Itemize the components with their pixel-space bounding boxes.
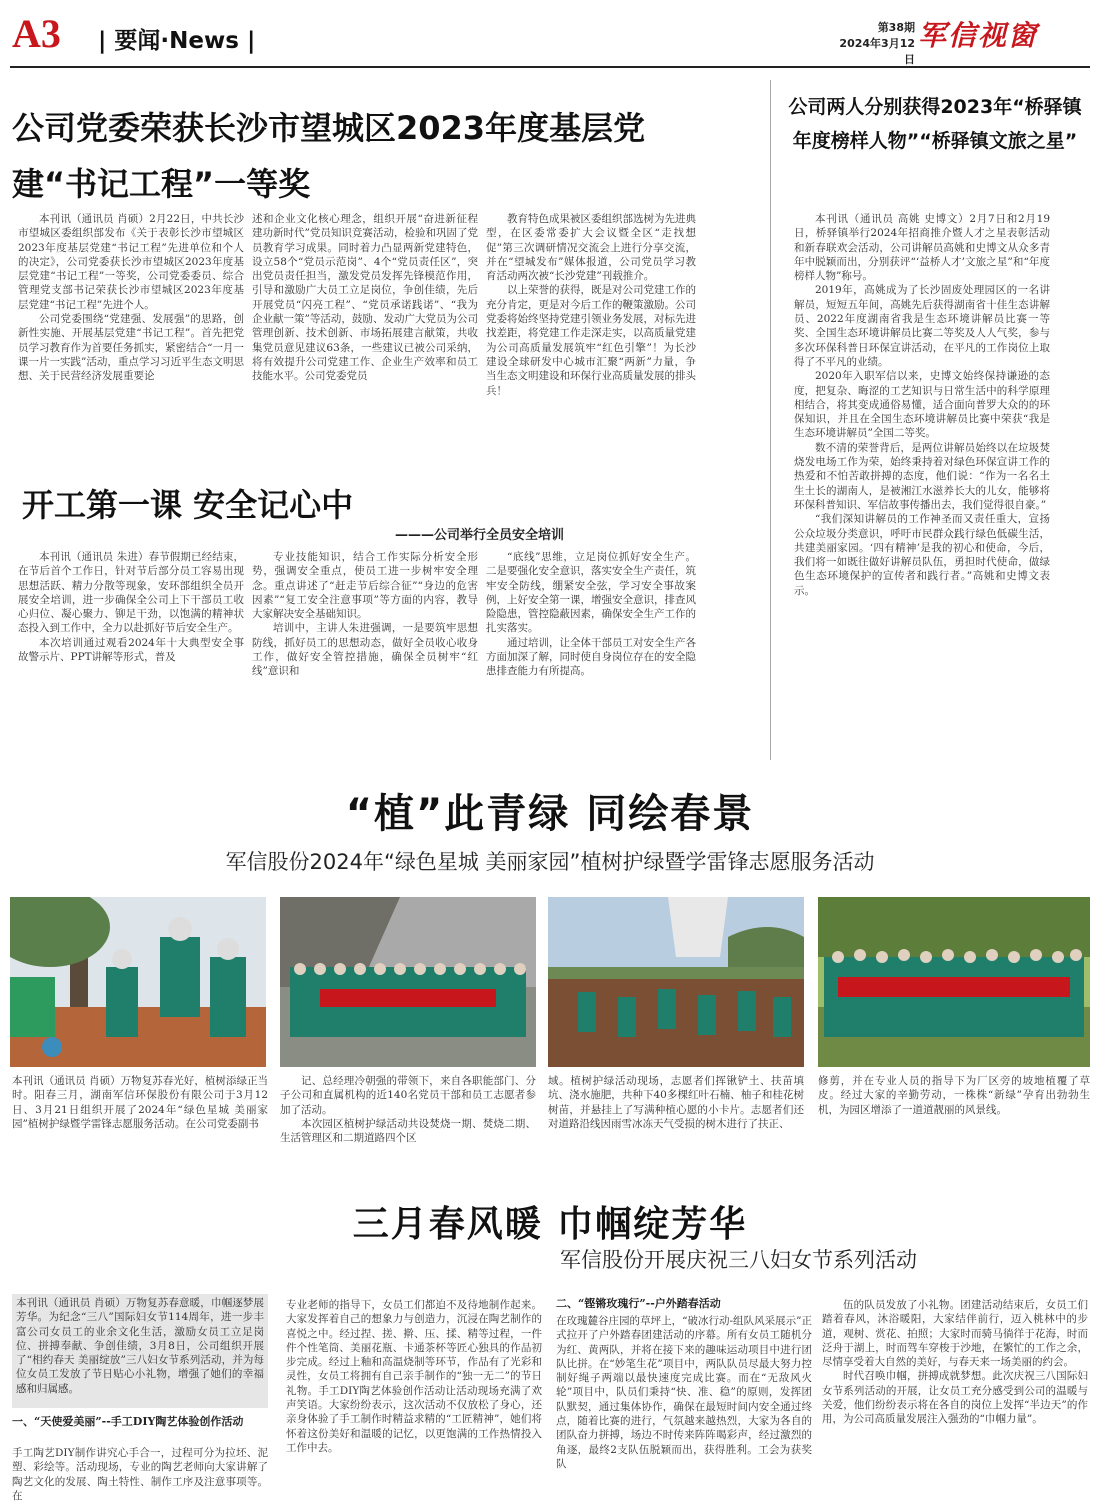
- article4-col1: 本刊讯（通讯员 肖硕）万物复苏春光好，植树添绿正当时。阳春三月，湖南军信环保股份有限公司于3月12日、3月21日组织开展了2024年“绿色星城 美丽家园”植树护绿暨学雷锋志愿服务活动。在公司党委副书: [12, 1075, 268, 1130]
- article5-col2: 专业老师的指导下，女员工们都迫不及待地制作起来。大家发挥着自己的想象力与创造力，沉浸在陶艺制作的喜悦之中。经过捏、搓、擀、压、揉、精等过程，一件件个性笔筒、美丽花瓶、卡通茶杯等匠心独具的作品初步完成。经过上釉和高温烧制等环节，作品有了光彩和灵性，女员工将拥有自己亲手制作的“独一无二”的节日礼物。手工DIY陶艺体验创作活动让活动现场充满了欢声笑语。大家纷纷表示，这次活动不仅放松了身心，还亲身体验了手工制作时精益求精的“工匠精神”，她们将怀着这份美好和温暖的记忆，以更饱满的工作热情投入工作中去。: [286, 1299, 542, 1454]
- article2-body: 本刊讯（通讯员 高姚 史博文）2月7日和2月19日，桥驿镇举行2024年招商推介暨人才之星表彰活动和新春联欢会活动，公司讲解员高姚和史博文从众多青年中脱颖而出，分别获评“‘益桥人才’文旅之星”和“年度榜样人物”称号。 2019年，高姚成为了长沙固废处理园区的一名讲解员，短短五年间，高姚先后获得湖南省十佳生态讲解员、2022年度湖南省我是生态环境讲解员比赛一等奖、全国生态环境讲解员比赛二等奖及人人气奖，参与多次环保科普日环保宣讲活动，在平凡的工作岗位上取得了不平凡的业绩。 2020年入职军信以来，史博文始终保持谦逊的态度，把复杂、晦涩的工艺知识与日常生活中的科学原理相结合，将其变成通俗易懂，适合面向普罗大众的的环保知识，并且在全国生态环境讲解员比赛中荣获“我是生态环境讲解员”全国二等奖。 数不清的荣誉背后，是两位讲解员始终以在垃圾焚烧发电场工作为荣，始终秉持着对绿色环保宣讲工作的热爱和不怕苦敢拼搏的态度，他们说：“作为一名名土生土长的湖南人，是被湘江水滋养长大的儿女，能够将环保科普知识、军信故事传播出去，我们觉得很自豪。” “我们深知讲解员的工作神圣而又责任重大，宣扬公众垃圾分类意识，呼吁市民群众践行绿色低碳生活，共建美丽家园。‘四有精神’是我的初心和使命，今后，我们将一如既往做好讲解员队伍，勇担时代使命，做绿色生态环境保护的宣传者和践行者。”高姚和史博文表示。: [794, 213, 1050, 597]
- article5-sub2: 二、“铿锵玫瑰行”--户外踏春活动: [556, 1297, 721, 1310]
- article4-subtitle: 军信股份2024年“绿色星城 美丽家园”植树护绿暨学雷锋志愿服务活动: [225, 850, 875, 874]
- article5-title: 三月春风暖 巾帼绽芳华: [352, 1204, 748, 1245]
- article5-col4: 伍的队员发放了小礼物。团建活动结束后，女员工们踏着春风，沐浴暖阳，大家结伴前行，迈入桃林中的步道，观树、赏花、拍照；大家时而骑马徜徉于花海，时而泛舟于湖上，时而驾车穿梭于沙地，在繁忙的工作之余，尽情享受着大自然的美好，与春天来一场美丽的约会。 时代召唤巾帼，拼搏成就梦想。此次庆祝三八国际妇女节系列活动的开展，让女员工充分感受到公司的温暖与关爱，他们纷纷表示将在各自的岗位上发挥“半边天”的作用，为公司高质量发展注入强劲的“巾帼力量”。: [822, 1299, 1088, 1426]
- group-banner-photo-2: [818, 897, 1090, 1067]
- article1-col2: 述和企业文化核心理念，组织开展“奋进新征程 建功新时代”党员知识竞赛活动，检验和巩固了党员教育学习成果。同时着力凸显两新党建特色，设立58个“党员示范岗”、4个“党员责任区”，突出党员责任担当，激发党员发挥先锋模范作用，引导和激励广大员工立足岗位，争创佳绩，先后开展党员“闪亮工程”、“党员承诺践诺”、“我为企业献一策”等活动，鼓励、发动广大党员为公司管理创新、技术创新、市场拓展建言献策，共收集党员意见建议63条，一些建议已被公司采纳，将有效提升公司党建工作、企业生产效率和员工技能水平。公司党委党员: [252, 213, 478, 383]
- article2-title: 公司两人分别获得2023年“桥驿镇年度榜样人物”“桥驿镇文旅之星”: [788, 96, 1082, 152]
- brand-logo: 军信视窗: [918, 19, 1039, 52]
- article3-col1: 本刊讯（通讯员 朱进）春节假期已经结束，在节后首个工作日，针对节后部分员工容易出现思想活跃、精力分散等现象，安环部组织全员开展安全培训，进一步确保全公司上下干部员工收心归位、凝心聚力、铆足干劲，以饱满的精神状态投入到工作中，全力以赴抓好节后安全生产。 本次培训通过观看2024年十大典型安全事故警示片、PPT讲解等形式，普及: [18, 551, 244, 664]
- article3-subtitle: ———公司举行全员安全培训: [395, 528, 565, 543]
- article5-col3: 在玫瑰麓谷庄园的草坪上，“破冰行动-组队风采展示”正式拉开了户外踏春团建活动的序幕。所有女员工随机分为红、黄两队，并将在接下来的趣味运动项目中进行团队比拼。在“妙笔生花”项目中，两队队员尽最大努力控制好绳子两端以最快速度完成比赛。而在“无敌风火轮”项目中，队员们秉持“快、准、稳”的原则，发挥团队默契，通过集体协作，确保在最短时间内安全通过终点，随着比赛的进行，气氛越来越热烈，大家为各自的团队奋力拼搏，场边不时传来阵阵喝彩声，经过激烈的角逐，最终2支队伍脱颖而出，获得胜利。工会为获奖队: [556, 1315, 812, 1470]
- page-number: A3: [12, 11, 61, 56]
- section-label: | 要闻·News |: [98, 28, 256, 54]
- article5-sub1: 一、“天使爱美丽”--手工DIY陶艺体验创作活动: [12, 1415, 244, 1428]
- article4-col4: 修剪，并在专业人员的指导下为厂区旁的坡地植覆了草皮。经过大家的辛勤劳动，一株株“新绿”孕育出勃勃生机，为园区增添了一道道靓丽的风景线。: [818, 1075, 1090, 1116]
- issue-info: [835, 20, 915, 68]
- article3-title: 开工第一课 安全记心中: [22, 486, 354, 524]
- masthead-rule: [10, 66, 1090, 68]
- article1-title: 公司党委荣获长沙市望城区2023年度基层党建“书记工程”一等奖: [12, 109, 646, 203]
- article5-lead: 本刊讯（通讯员 肖硕）万物复苏春意暖，巾帼逐梦展芳华。为纪念“三八”国际妇女节114周年，进一步丰富公司女员工的业余文化生活，激励女员工立足岗位、拼搏奉献、争创佳绩，3月8日，公司组织开展了“相约春天 美丽绽放”三八妇女节系列活动，并为每位女员工发放了节日贴心小礼物，增强了她们的幸福感和归属感。: [12, 1294, 268, 1408]
- cooling-tower-photo: [548, 897, 804, 1067]
- article5-col1: 手工陶艺DIY制作讲究心手合一，过程可分为拉坯、泥塑、彩绘等。活动现场，专业的陶艺老师向大家讲解了陶艺文化的发展、陶土特性、制作工序及注意事项等。在: [12, 1447, 268, 1502]
- article5-subtitle: 军信股份开展庆祝三八妇女节系列活动: [560, 1248, 917, 1272]
- article4-col3: 域。植树护绿活动现场，志愿者们挥锹铲土、扶苗填坑、浇水施肥，共种下40多棵红叶石楠、柚子和桂花树树苗，并悬挂上了写满种植心愿的小卡片。志愿者们还对道路沿线因雨雪冰冻天气受损的树木进行了扶正、: [548, 1075, 804, 1130]
- article1-col3: 教育特色成果被区委组织部选树为先进典型，在区委常委扩大会议暨全区“走找想促”第三次调研情况交流会上进行分享交流，并在“望城发布”媒体报道，公司党员学习教育活动两次被“长沙党建”刊载推介。 以上荣誉的获得，既是对公司党建工作的充分肯定，更是对今后工作的鞭策激励。公司党委将始终坚持党建引领业务发展，对标先进找差距，将党建工作走深走实，以高质量党建为公司高质量发展筑牢“红色引擎”！为长沙建设全球研发中心城市汇聚“两新”力量，争当生态文明建设和环保行业高质量发展的排头兵！: [486, 213, 696, 397]
- article4-title: “植”此青绿 同绘春景: [345, 791, 755, 837]
- group-banner-photo: [280, 897, 536, 1067]
- article3-col3: “底线”思维，立足岗位抓好安全生产。二是要强化安全意识，落实安全生产责任，筑牢安全防线，绷紧安全弦，学习安全事故案例，上好安全第一课，增强安全意识，排查风险隐患，管控隐蔽因素，确保安全生产工作的扎实落实。 通过培训，让全体干部员工对安全生产各方面加深了解，同时使自身岗位存在的安全隐患排查能力有所提高。: [486, 551, 696, 678]
- article4-col2: 记、总经理冷朝强的带领下，来自各职能部门、分子公司和直属机构的近140名党员干部和员工志愿者参加了活动。 本次园区植树护绿活动共设焚烧一期、焚烧二期、生活管理区和二期道路四个区: [280, 1075, 536, 1145]
- article1-col1: 本刊讯（通讯员 肖硕）2月22日，中共长沙市望城区委组织部发布《关于表彰长沙市望城区2023年度基层党建“书记工程”先进单位和个人的决定》，公司党委获长沙市望城区2023年度基层党建“书记工程”一等奖，公司党委委员、综合管理党支部书记荣获长沙市望城区2023年度基层党建“书记工程”先进个人。 公司党委围绕“党建强、发展强”的思路，创新性实施、开展基层党建“书记工程”。首先把党员学习教育作为首要任务抓实，紧密结合“一月一课一片一实践”活动，重点学习习近平生态文明思想、关于民营经济发展重要论: [18, 213, 244, 383]
- issue-date: 2024年3月12日: [839, 37, 915, 66]
- tree-planting-photo: [10, 897, 266, 1067]
- article3-col2: 专业技能知识，结合工作实际分析安全形势，强调安全重点，使员工进一步树牢安全理念。重点讲述了“赶走节后综合征”“身边的危害因素”“复工安全注意事项”等方面的内容，教导大家解决安全基础知识。 培训中，主讲人朱进强调，一是要筑牢思想防线，抓好员工的思想动态，做好全员收心收身工作，做好安全管控措施，确保全员树牢“红线”意识和: [252, 551, 478, 678]
- column-divider: [770, 80, 771, 760]
- issue-number: 第38期: [877, 21, 915, 34]
